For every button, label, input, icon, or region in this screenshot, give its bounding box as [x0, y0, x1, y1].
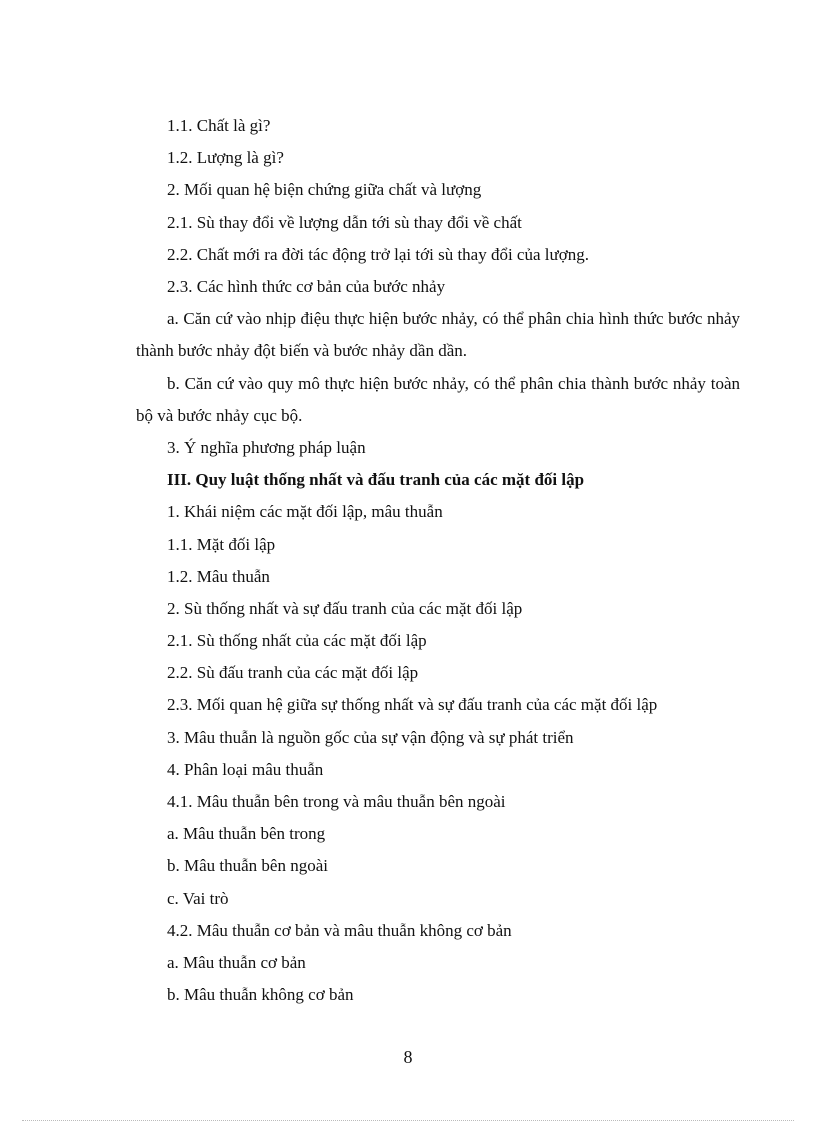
text-line: a. Mâu thuẫn bên trong: [167, 824, 326, 844]
text-line: 2.1. Sù thay đổi về lượng dẫn tới sù thay đổi về chất: [167, 212, 522, 232]
text-line: c. Vai trò: [167, 888, 229, 908]
page-number: 8: [403, 1047, 413, 1067]
text-line: 2.3. Mối quan hệ giữa sự thống nhất và sự đấu tranh của các mặt đối lập: [167, 695, 658, 715]
text-line: 3. Mâu thuẫn là nguồn gốc của sự vận động và sự phát triển: [167, 727, 574, 747]
text-line: 2.2. Sù đấu tranh của các mặt đối lập: [167, 663, 419, 683]
text-line: 2.1. Sù thống nhất của các mặt đối lập: [167, 631, 427, 651]
page-bottom-edge: [22, 1120, 794, 1121]
text-line: 1.2. Mâu thuẫn: [167, 566, 270, 586]
section-heading: III. Quy luật thống nhất và đấu tranh của các mặt đối lập: [167, 470, 585, 490]
text-line: 4.2. Mâu thuẫn cơ bản và mâu thuẫn không cơ bản: [167, 920, 512, 940]
paragraph-rhythm: a. Căn cứ vào nhịp điệu thực hiện bước nhảy, có thể phân chia hình thức bước nhảy thành bước nhảy đột biến và bước nhảy dần dần.: [136, 309, 740, 361]
text-line: 1.2. Lượng là gì?: [167, 148, 284, 168]
text-line: 2. Mối quan hệ biện chứng giữa chất và lượng: [167, 180, 482, 200]
page-content: [136, 110, 740, 1011]
text-line: 4.1. Mâu thuẫn bên trong và mâu thuẫn bên ngoài: [167, 792, 506, 811]
text-line: b. Mâu thuẫn bên ngoài: [167, 856, 328, 876]
text-line: 2. Sù thống nhất và sự đấu tranh của các mặt đối lập: [167, 598, 523, 618]
text-line: 4. Phân loại mâu thuẫn: [167, 759, 324, 779]
text-line: b. Mâu thuẫn không cơ bản: [167, 985, 354, 1005]
text-line: 1.1. Chất là gì?: [167, 116, 271, 135]
text-line: 3. Ý nghĩa phương pháp luận: [167, 437, 366, 457]
text-line: 2.2. Chất mới ra đời tác động trở lại tới sù thay đổi của lượng.: [167, 244, 589, 264]
text-line: 1. Khái niệm các mặt đối lập, mâu thuẫn: [167, 502, 443, 522]
text-line: a. Mâu thuẫn cơ bản: [167, 952, 306, 972]
text-line: 1.1. Mặt đối lập: [167, 534, 276, 554]
text-line: 2.3. Các hình thức cơ bản của bước nhảy: [167, 276, 446, 296]
paragraph-scale: b. Căn cứ vào quy mô thực hiện bước nhảy, có thể phân chia thành bước nhảy toàn bộ và bước nhảy cục bộ.: [136, 373, 740, 425]
